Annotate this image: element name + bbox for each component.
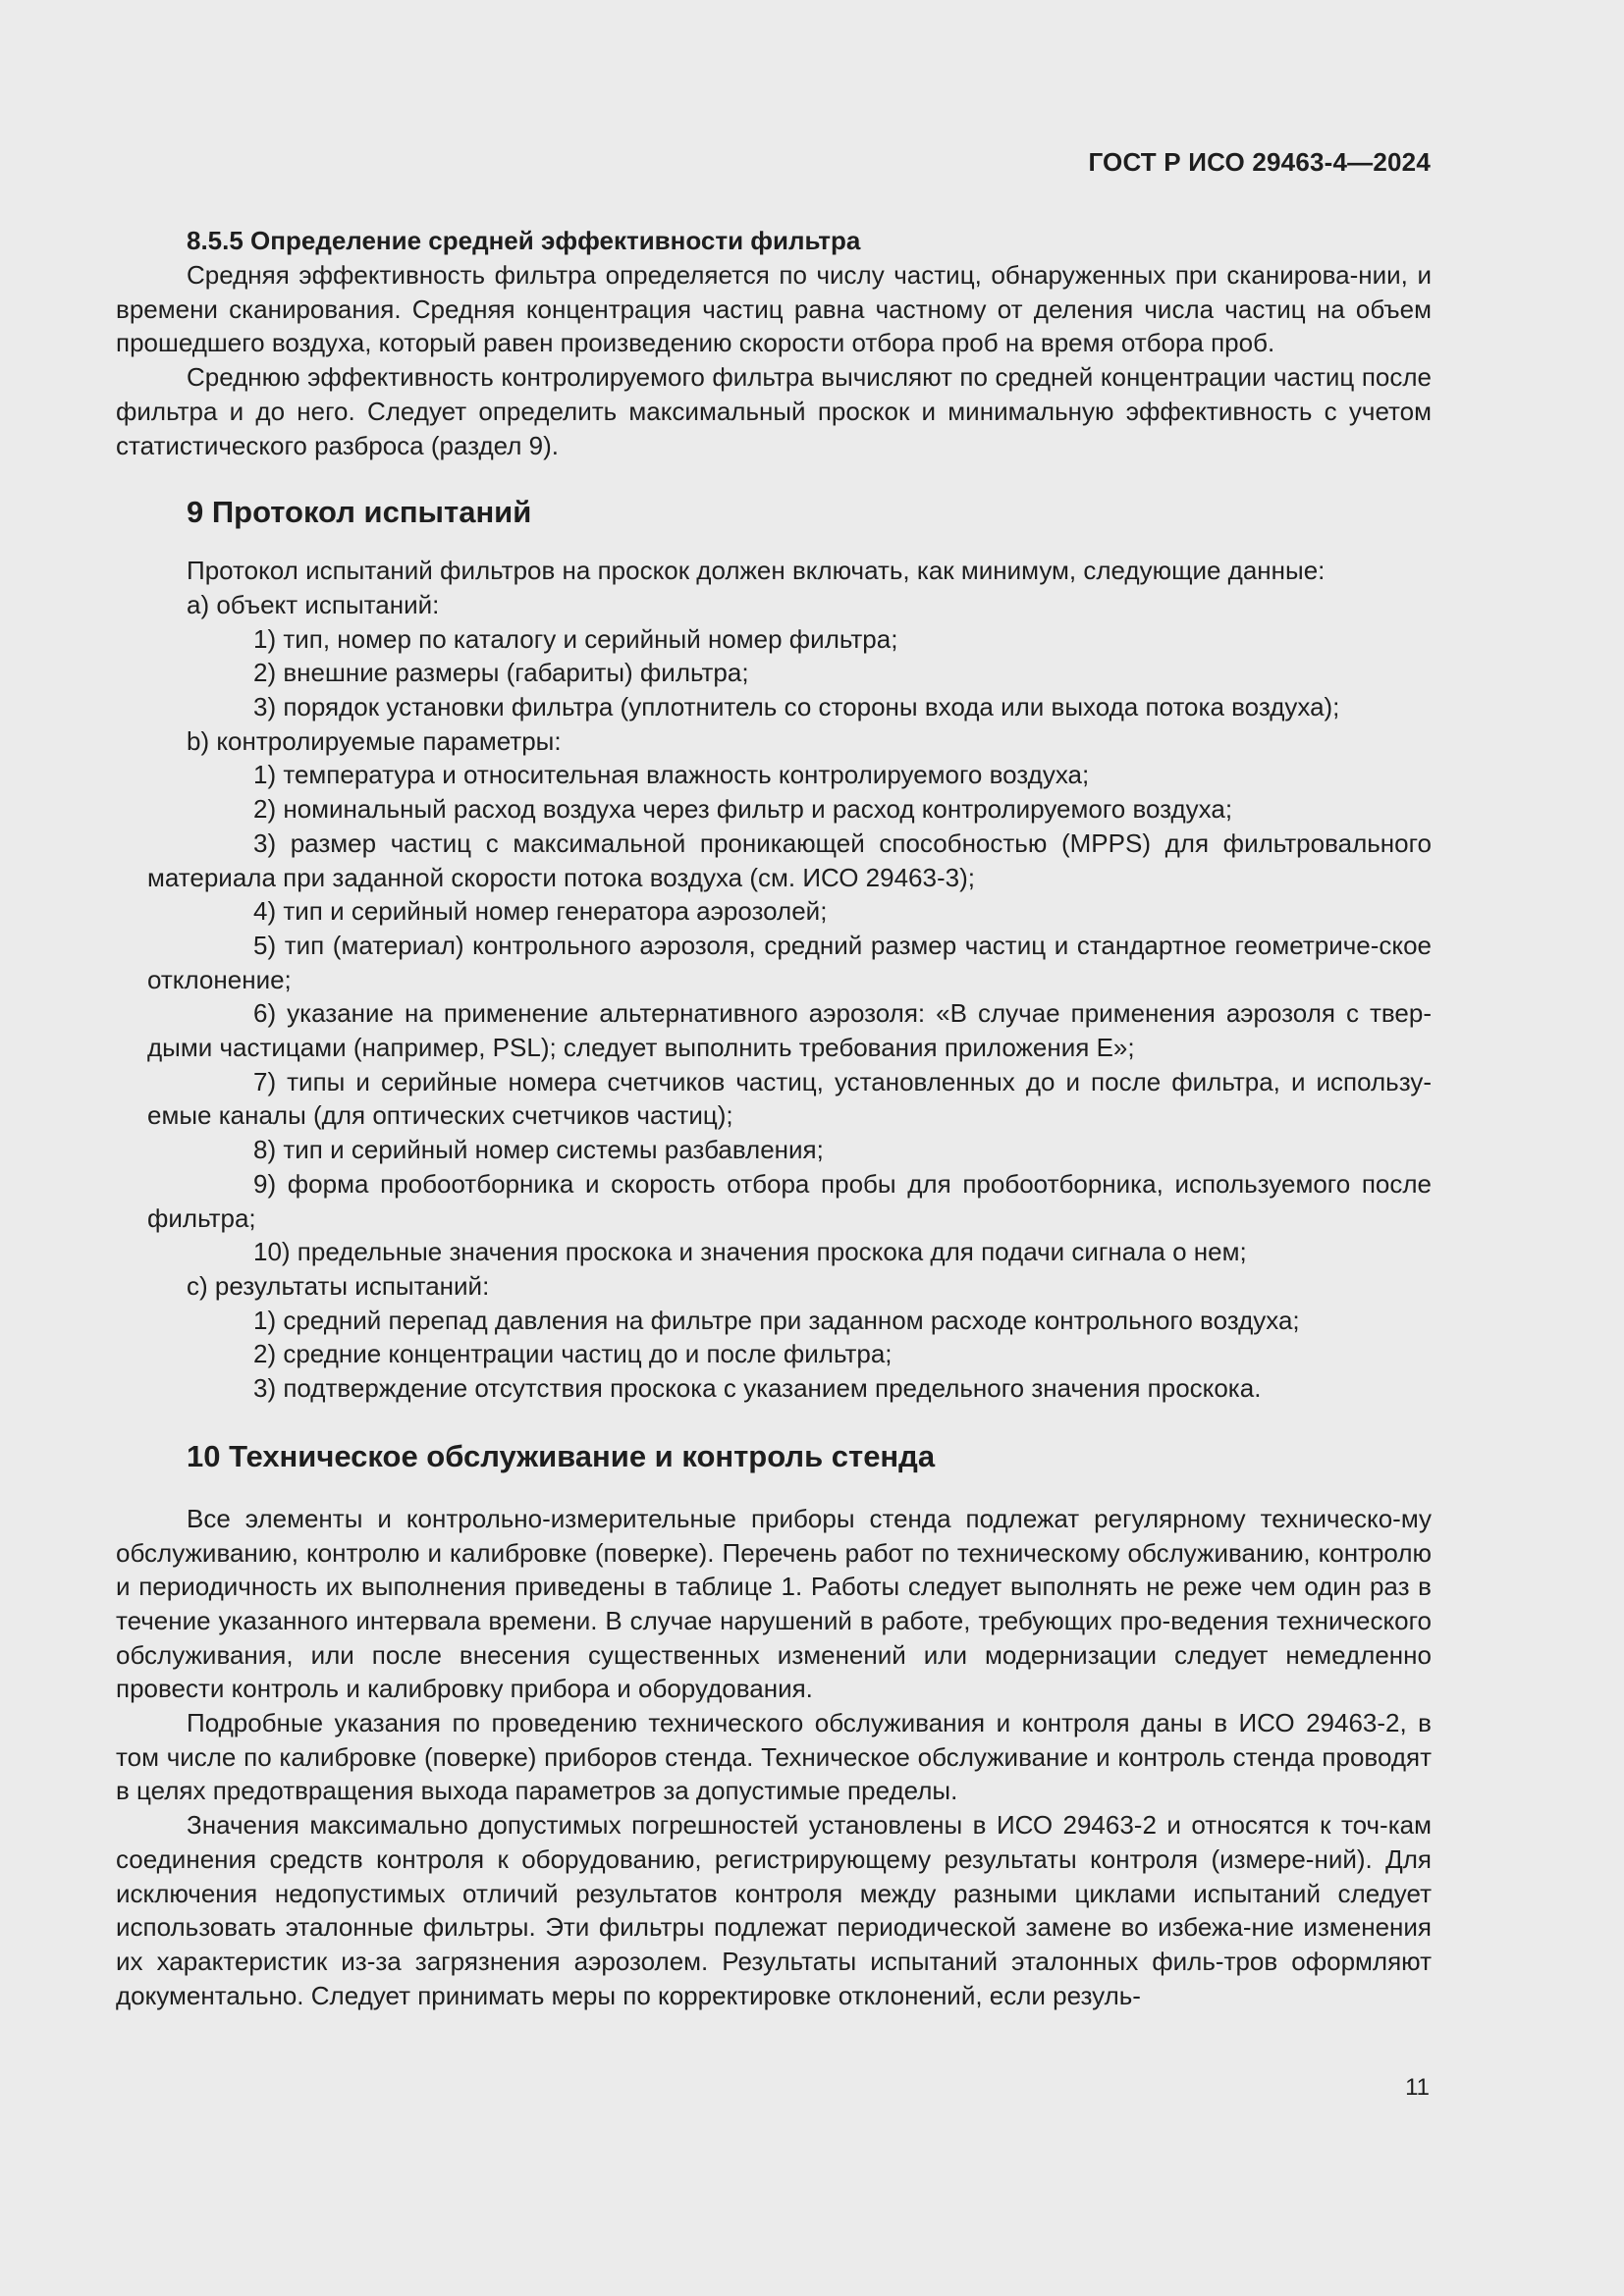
list-item: 9) форма пробоотборника и скорость отбора пробы для пробоотборника, используемого после фильтра;	[147, 1168, 1432, 1233]
paragraph: Среднюю эффективность контролируемого фильтра вычисляют по средней концентрации частиц после фильтра и до него. Следует определить максимальный проскок и минимальную эффективность с учетом статистического разброса (раздел 9).	[116, 362, 1432, 460]
list-item: 2) средние концентрации частиц до и после фильтра;	[253, 1339, 893, 1369]
list-item: 2) номинальный расход воздуха через фильтр и расход контролируемого воздуха;	[253, 794, 1233, 825]
list-item: 3) подтверждение отсутствия проскока с указанием предельного значения проскока.	[253, 1373, 1262, 1404]
list-item: 1) температура и относительная влажность контролируемого воздуха;	[253, 760, 1090, 790]
list-item: 3) порядок установки фильтра (уплотнитель со стороны входа или выхода потока воздуха);	[253, 692, 1340, 722]
page-number: 11	[1405, 2074, 1430, 2101]
page-content	[116, 224, 1432, 2012]
paragraph: Протокол испытаний фильтров на проскок должен включать, как минимум, следующие данные:	[187, 556, 1326, 586]
list-item: 1) тип, номер по каталогу и серийный номер фильтра;	[253, 623, 898, 654]
list-item: 4) тип и серийный номер генератора аэрозолей;	[253, 896, 828, 927]
list-item-b: b) контролируемые параметры:	[187, 725, 562, 756]
section-title-10: 10 Техническое обслуживание и контроль стенда	[187, 1438, 936, 1473]
paragraph: Подробные указания по проведению технического обслуживания и контроля даны в ИСО 29463-2, в том числе по калибровке (поверке) приборов стенда. Техническое обслуживание и контроль стенда проводят в целях предотвращения выхода параметров за допустимые пределы.	[116, 1708, 1432, 1806]
list-item: 6) указание на применение альтернативного аэрозоля: «В случае применения аэрозоля с твер-дыми частицами (например, PSL); следует выполнить требования приложения Е»;	[147, 998, 1432, 1063]
section-title-9: 9 Протокол испытаний	[187, 495, 532, 530]
list-item: 1) средний перепад давления на фильтре при заданном расходе контрольного воздуха;	[253, 1305, 1300, 1335]
paragraph: Средняя эффективность фильтра определяется по числу частиц, обнаруженных при сканирова-нии, и времени сканирования. Средняя концентрация частиц равна частному от деления числа частиц на объем прошедшего воздуха, который равен произведению скорости отбора проб на время отбора проб.	[116, 260, 1432, 358]
list-item: 10) предельные значения проскока и значения проскока для подачи сигнала о нем;	[253, 1237, 1247, 1267]
list-item: 8) тип и серийный номер системы разбавления;	[253, 1135, 824, 1165]
list-item: 3) размер частиц с максимальной проникающей способностью (MPPS) для фильтровального материала при заданной скорости потока воздуха (см. ИСО 29463-3);	[147, 828, 1432, 892]
paragraph: Все элементы и контрольно-измерительные приборы стенда подлежат регулярному техническо-му обслуживанию, контролю и калибровке (поверке). Перечень работ по техническому обслуживанию, контролю и периодичность их выполнения приведены в таблице 1. Работы следует выполнять не реже чем один раз в течение указанного интервала времени. В случае нарушений в работе, требующих про-ведения технического обслуживания, или после внесения существенных изменений или модернизации следует немедленно провести контроль и калибровку прибора и оборудования.	[116, 1503, 1432, 1704]
list-item-a: а) объект испытаний:	[187, 589, 440, 619]
subsection-title-8-5-5: 8.5.5 Определение средней эффективности фильтра	[187, 226, 861, 255]
list-item: 5) тип (материал) контрольного аэрозоля, средний размер частиц и стандартное геометриче-ское отклонение;	[147, 930, 1432, 994]
list-item-c: с) результаты испытаний:	[187, 1270, 490, 1301]
list-item: 2) внешние размеры (габариты) фильтра;	[253, 658, 749, 688]
document-code-header: ГОСТ Р ИСО 29463-4—2024	[1088, 147, 1431, 177]
list-item: 7) типы и серийные номера счетчиков частиц, установленных до и после фильтра, и использу-емые каналы (для оптических счетчиков частиц);	[147, 1066, 1432, 1131]
paragraph: Значения максимально допустимых погрешностей установлены в ИСО 29463-2 и относятся к точ-кам соединения средств контроля к оборудованию, регистрирующему результаты контроля (измере-ний). Для исключения недопустимых отличий результатов контроля между разными циклами испытаний следует использовать эталонные фильтры. Эти фильтры подлежат периодической замене во избежа-ние изменения их характеристик из-за загрязнения аэрозолем. Результаты испытаний эталонных филь-тров оформляют документально. Следует принимать меры по корректировке отклонений, если резуль-	[116, 1810, 1432, 2010]
